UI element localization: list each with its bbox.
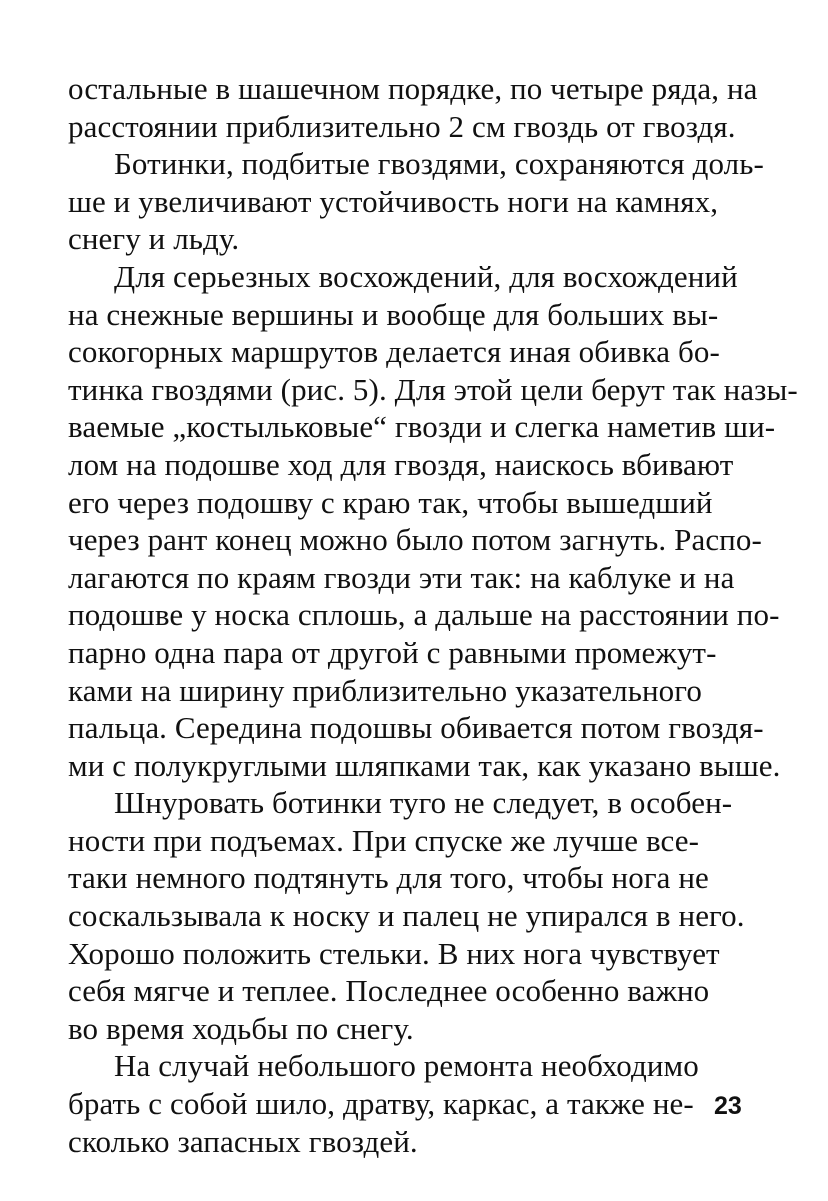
- text-line: через рант конец можно было потом загнуть. Распо-: [68, 522, 762, 558]
- text-line: себя мягче и теплее. Последнее особенно важно: [68, 973, 710, 1009]
- text-line: лагаются по краям гвозди эти так: на каблуке и на: [68, 559, 735, 595]
- text-line: расстоянии приблизительно 2 см гвоздь от гвоздя.: [68, 108, 736, 144]
- body-text: [68, 70, 798, 1160]
- text-line: Хорошо положить стельки. В них нога чувствует: [68, 935, 720, 971]
- text-line: сколько запасных гвоздей.: [68, 1123, 418, 1159]
- text-line: ками на ширину приблизительно указательного: [68, 672, 702, 708]
- text-line: На случай небольшого ремонта необходимо: [114, 1048, 699, 1084]
- text-line: сокогорных маршрутов делается иная обивка бо-: [68, 334, 720, 370]
- text-line: таки немного подтянуть для того, чтобы нога не: [68, 860, 709, 896]
- text-line: Шнуровать ботинки туго не следует, в особен-: [114, 785, 733, 821]
- page-number: 23: [714, 1092, 742, 1120]
- text-line: подошве у носка сплошь, а дальше на расстоянии по-: [68, 597, 780, 633]
- text-line: Для серьезных восхождений, для восхождений: [114, 258, 738, 294]
- text-line: ваемые „костыльковые“ гвозди и слегка наметив ши-: [68, 409, 776, 445]
- text-line: пальца. Середина подошвы обивается потом гвоздя-: [68, 710, 764, 746]
- text-line: на снежные вершины и вообще для больших вы-: [68, 296, 719, 332]
- text-line: соскальзывала к носку и палец не упирался в него.: [68, 898, 745, 934]
- text-line: тинка гвоздями (рис. 5). Для этой цели берут так назы-: [68, 371, 798, 407]
- text-line: его через подошву с краю так, чтобы вышедший: [68, 484, 713, 520]
- text-line: парно одна пара от другой с равными промежут-: [68, 634, 717, 670]
- text-line: остальные в шашечном порядке, по четыре ряда, на: [68, 71, 758, 106]
- text-line: лом на подошве ход для гвоздя, наискось вбивают: [68, 446, 734, 482]
- text-line: Ботинки, подбитые гвоздями, сохраняются доль-: [114, 146, 764, 182]
- text-line: во время ходьбы по снегу.: [68, 1010, 414, 1046]
- text-line: ности при подъемах. При спуске же лучше все-: [68, 822, 700, 858]
- text-line: снегу и льду.: [68, 221, 240, 257]
- text-line: ше и увеличивают устойчивость ноги на камнях,: [68, 183, 719, 219]
- text-line: ми с полукруглыми шляпками так, как указано выше.: [68, 747, 781, 783]
- text-line: брать с собой шило, дратву, каркас, а также не-: [68, 1086, 694, 1122]
